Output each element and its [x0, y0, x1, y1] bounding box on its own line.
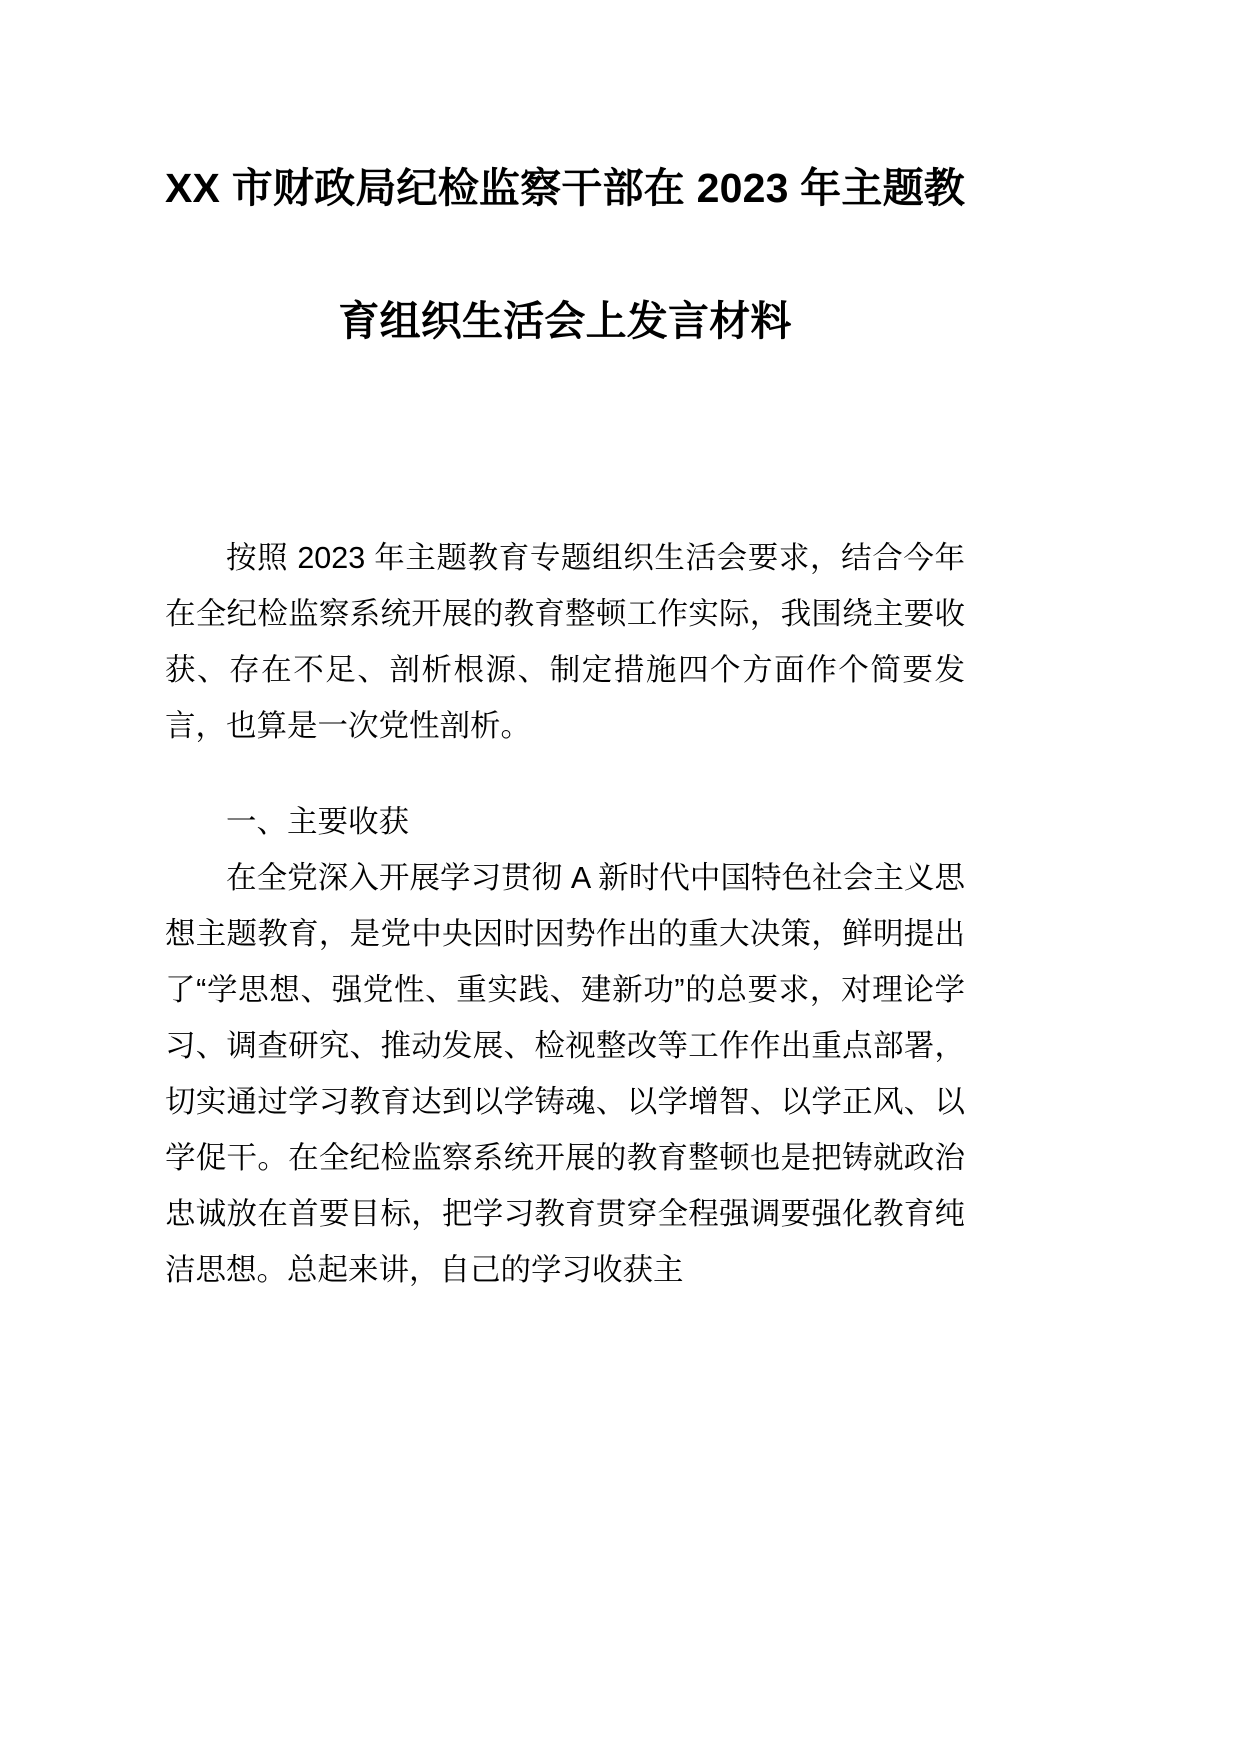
document-body [165, 530, 965, 1298]
paragraph-section-one-body: 在全党深入开展学习贯彻 A 新时代中国特色社会主义思想主题教育，是党中央因时因势作出的重大决策，鲜明提出了“学思想、强党性、重实践、建新功”的总要求，对理论学习、调查研究、推动发展、检视整改等工作作出重点部署，切实通过学习教育达到以学铸魂、以学增智、以学正风、以学促干。在全纪检监察系统开展的教育整顿也是把铸就政治忠诚放在首要目标，把学习教育贯穿全程强调要强化教育纯洁思想。总起来讲，自己的学习收获主 [165, 861, 965, 1287]
page-title [165, 0, 965, 342]
paragraph-intro: 按照 2023 年主题教育专题组织生活会要求，结合今年在全纪检监察系统开展的教育整顿工作实际，我围绕主要收获、存在不足、剖析根源、制定措施四个方面作个简要发言，也算是一次党性剖析。 [165, 541, 965, 743]
section-heading-one: 一、主要收获 [226, 805, 409, 839]
page-content-area [165, 0, 965, 1298]
page-title-line-2: 育组织生活会上发言材料 [338, 298, 792, 344]
page-title-line-1: XX 市财政局纪检监察干部在 2023 年主题教 [165, 165, 965, 211]
